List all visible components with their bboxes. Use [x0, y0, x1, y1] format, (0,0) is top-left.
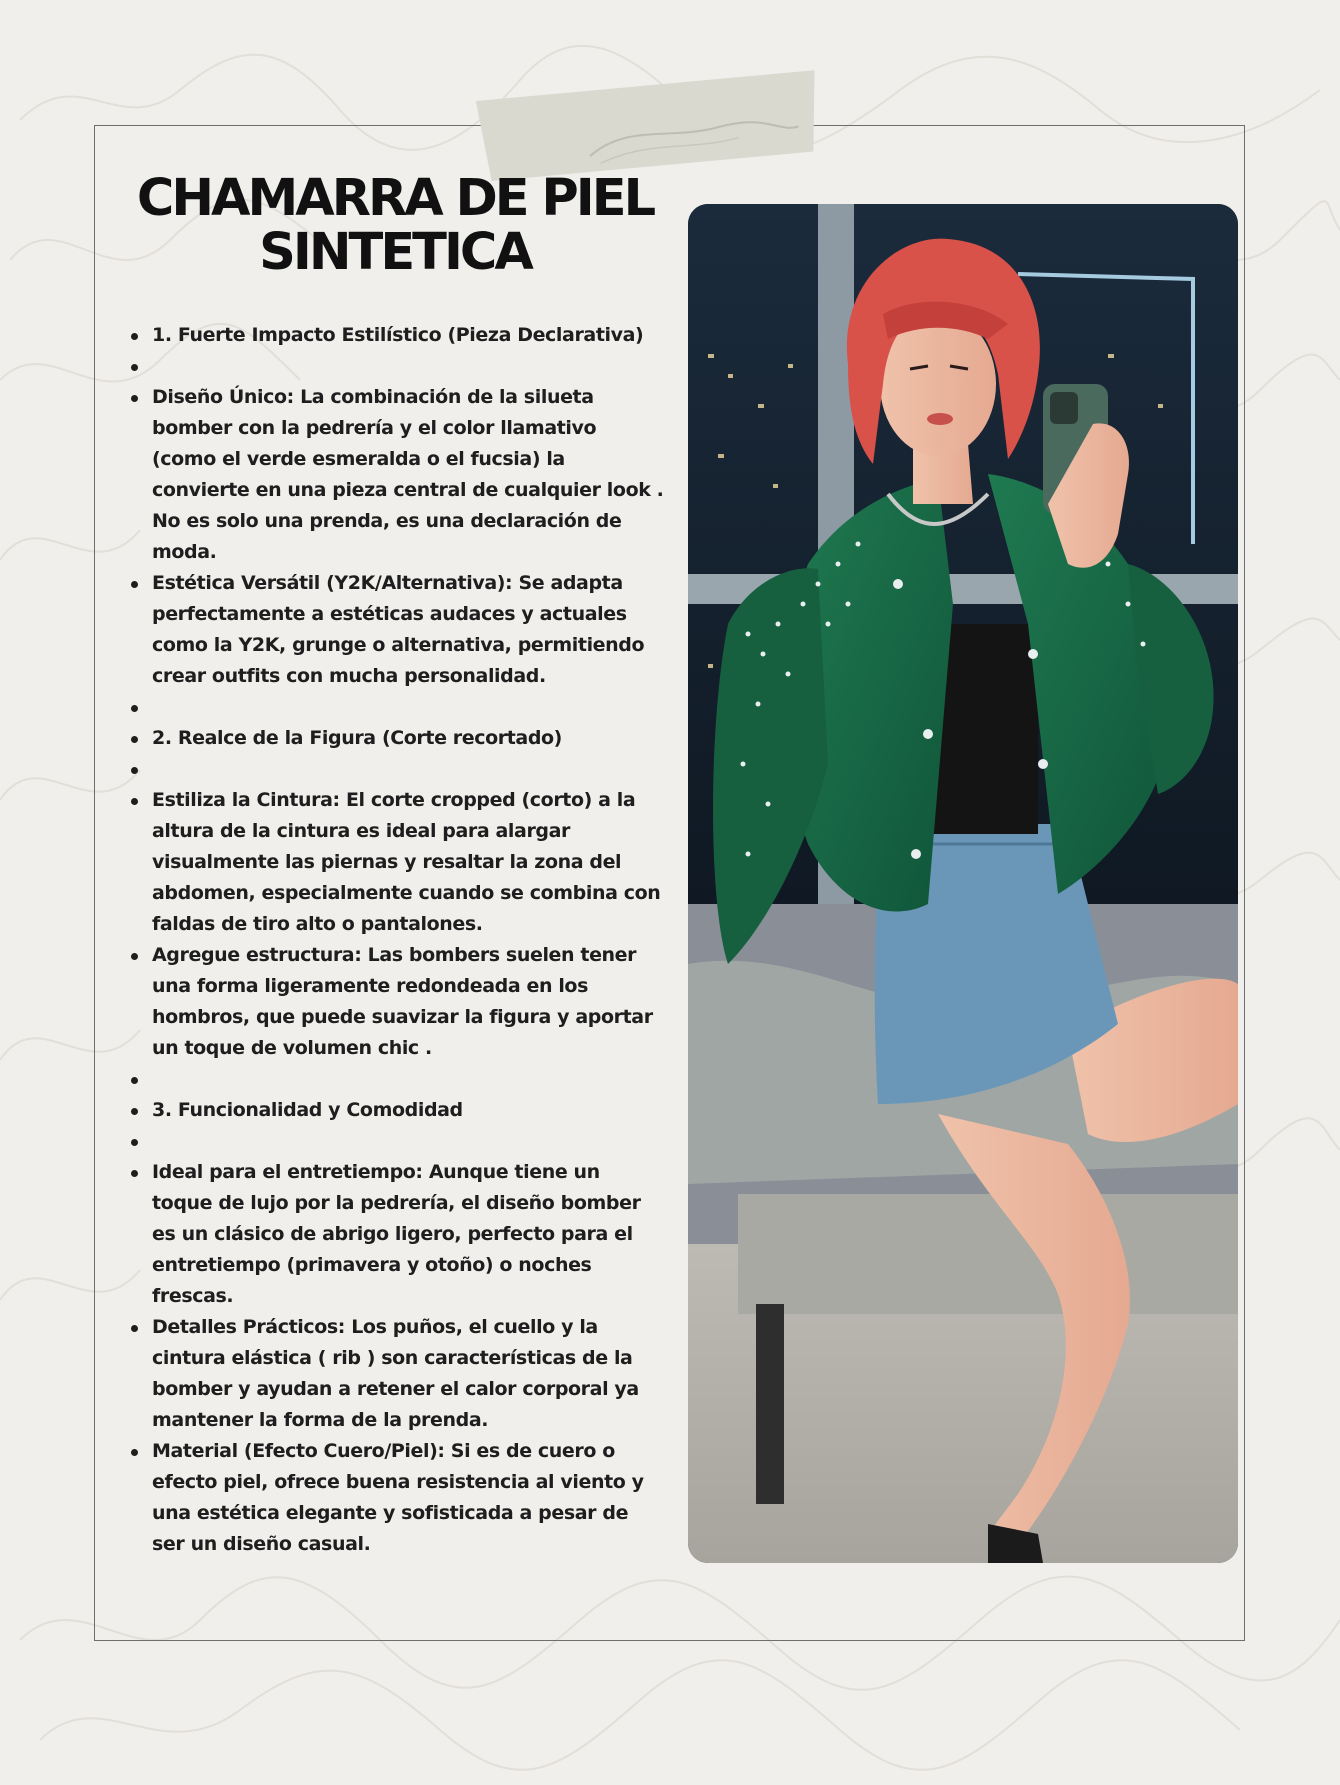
- list-item: Agregue estructura: Las bombers suelen tener una forma ligeramente redondeada en los hombros, que puede suavizar la figura y aportar un toque de volumen chic .: [126, 940, 666, 1064]
- list-item: [126, 692, 666, 723]
- list-item: [126, 351, 666, 382]
- list-item: 1. Fuerte Impacto Estilístico (Pieza Declarativa): [126, 320, 666, 351]
- list-item: [126, 1064, 666, 1095]
- list-item: 3. Funcionalidad y Comodidad: [126, 1095, 666, 1126]
- list-item: [126, 1126, 666, 1157]
- list-item: Detalles Prácticos: Los puños, el cuello y la cintura elástica ( rib ) son características de la bomber y ayudan a retener el calor corporal ya mantener la forma de la prenda.: [126, 1312, 666, 1436]
- list-item: 2. Realce de la Figura (Corte recortado): [126, 723, 666, 754]
- list-item: Diseño Único: La combinación de la silueta bomber con la pedrería y el color llamativo (como el verde esmeralda o el fucsia) la convierte en una pieza central de cualquier look . No es solo una prenda, es una declaración de moda.: [126, 382, 666, 568]
- page-title: CHAMARRA DE PIEL SINTETICA: [136, 169, 654, 282]
- list-item: Material (Efecto Cuero/Piel): Si es de cuero o efecto piel, ofrece buena resistencia al viento y una estética elegante y sofisticada a pesar de ser un diseño casual.: [126, 1436, 666, 1560]
- feature-list: [126, 320, 666, 1560]
- product-photo: [688, 204, 1238, 1563]
- list-item: Estiliza la Cintura: El corte cropped (corto) a la altura de la cintura es ideal para alargar visualmente las piernas y resaltar la zona del abdomen, especialmente cuando se combina con faldas de tiro alto o pantalones.: [126, 785, 666, 940]
- list-item: [126, 754, 666, 785]
- list-item: Ideal para el entretiempo: Aunque tiene un toque de lujo por la pedrería, el diseño bomber es un clásico de abrigo ligero, perfecto para el entretiempo (primavera y otoño) o noches frescas.: [126, 1157, 666, 1312]
- list-item: Estética Versátil (Y2K/Alternativa): Se adapta perfectamente a estéticas audaces y actuales como la Y2K, grunge o alternativa, permitiendo crear outfits con mucha personalidad.: [126, 568, 666, 692]
